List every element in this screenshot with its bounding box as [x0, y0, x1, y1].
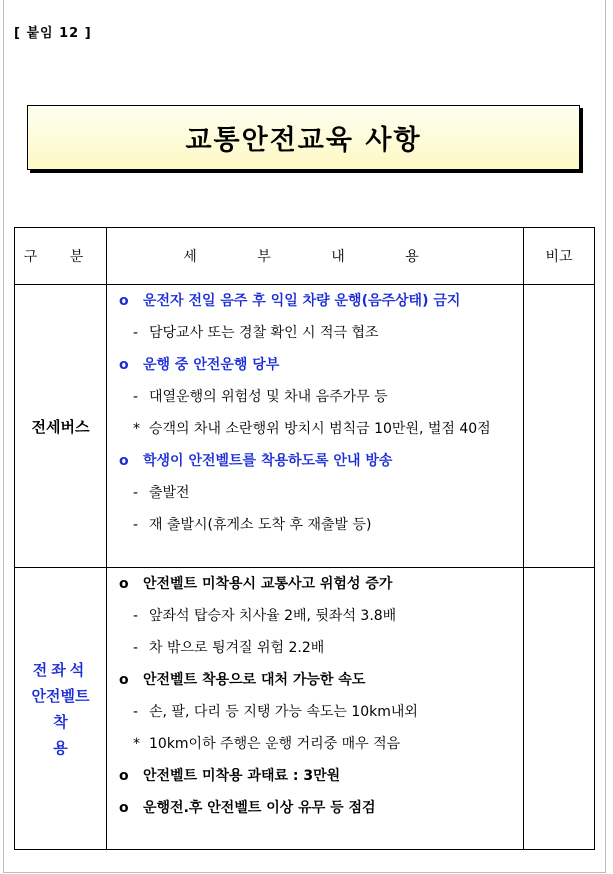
- details-cell: [107, 568, 524, 850]
- item-text: 재 출발시(휴게소 도착 후 재출발 등): [149, 517, 372, 533]
- remarks-cell: [524, 285, 595, 568]
- education-table: [14, 227, 595, 850]
- list-item-sub: [107, 632, 523, 664]
- bullet: o: [119, 293, 129, 309]
- category-line: 착용: [53, 712, 98, 757]
- details-cell: [107, 285, 524, 568]
- list-item-main: [107, 349, 523, 381]
- header-row: [15, 228, 595, 285]
- item-text: 손, 팔, 다리 등 지탱 가능 속도는 10km내외: [149, 704, 418, 720]
- bullet: o: [119, 800, 129, 816]
- list-item-sub: [107, 317, 523, 349]
- table-row: [15, 285, 595, 568]
- list-item-main: [107, 792, 523, 824]
- list-item-sub: [107, 381, 523, 413]
- list-item-main: [107, 760, 523, 792]
- page-title: 교통안전교육 사항: [185, 125, 422, 156]
- list-item-sub: [107, 413, 523, 445]
- category-cell: 전세버스: [15, 285, 107, 568]
- bullet: -: [133, 485, 139, 501]
- item-text: 안전벨트 미착용시 교통사고 위험성 증가: [143, 576, 393, 592]
- bullet: *: [133, 736, 140, 752]
- bullet: o: [119, 768, 129, 784]
- bullet: o: [119, 576, 129, 592]
- bullet: -: [133, 389, 139, 405]
- category-line: 안전벨트: [31, 686, 90, 705]
- list-item-main: [107, 568, 523, 600]
- list-item-sub: [107, 728, 523, 760]
- item-text: 10km이하 주행은 운행 거리중 매우 적음: [149, 736, 401, 752]
- item-text: 대열운행의 위험성 및 차내 음주가무 등: [149, 389, 388, 405]
- category-line: 전좌석: [32, 660, 89, 679]
- bullet: o: [119, 357, 129, 373]
- bullet: -: [133, 640, 139, 656]
- item-text: 운행 중 안전운행 당부: [143, 357, 280, 373]
- bullet: *: [133, 421, 140, 437]
- remarks-cell: [524, 568, 595, 850]
- item-text: 앞좌석 탑승자 치사율 2배, 뒷좌석 3.8배: [149, 608, 397, 624]
- item-text: 운행전.후 안전벨트 이상 유무 등 점검: [143, 800, 376, 816]
- table-row: [15, 568, 595, 850]
- header-remarks: 비고: [524, 228, 595, 285]
- list-item-sub: [107, 696, 523, 728]
- list-item-sub: [107, 509, 523, 541]
- attachment-label: [ 붙임 12 ]: [14, 26, 92, 41]
- bullet: -: [133, 608, 139, 624]
- bullet: o: [119, 453, 129, 469]
- item-text: 담당교사 또는 경찰 확인 시 적극 협조: [149, 325, 379, 341]
- bullet: -: [133, 325, 139, 341]
- bullet: -: [133, 517, 139, 533]
- item-text: 안전벨트 미착용 과태료 : 3만원: [143, 768, 341, 784]
- category-cell: [15, 568, 107, 850]
- bullet: -: [133, 704, 139, 720]
- item-text: 운전자 전일 음주 후 익일 차량 운행(음주상태) 금지: [143, 293, 461, 309]
- list-item-main: [107, 445, 523, 477]
- item-text: 학생이 안전벨트를 착용하도록 안내 방송: [143, 453, 393, 469]
- bullet: o: [119, 672, 129, 688]
- list-item-sub: [107, 477, 523, 509]
- list-item-main: [107, 664, 523, 696]
- item-text: 안전벨트 착용으로 대처 가능한 속도: [143, 672, 366, 688]
- title-box: [27, 105, 580, 170]
- item-text: 출발전: [149, 485, 190, 501]
- header-details: 세 부 내 용: [107, 228, 524, 285]
- item-text: 승객의 차내 소란행위 방치시 범칙금 10만원, 벌점 40점: [149, 421, 491, 437]
- item-text: 차 밖으로 튕겨질 위험 2.2배: [149, 640, 325, 656]
- header-category: 구 분: [15, 228, 107, 285]
- list-item-main: [107, 285, 523, 317]
- list-item-sub: [107, 600, 523, 632]
